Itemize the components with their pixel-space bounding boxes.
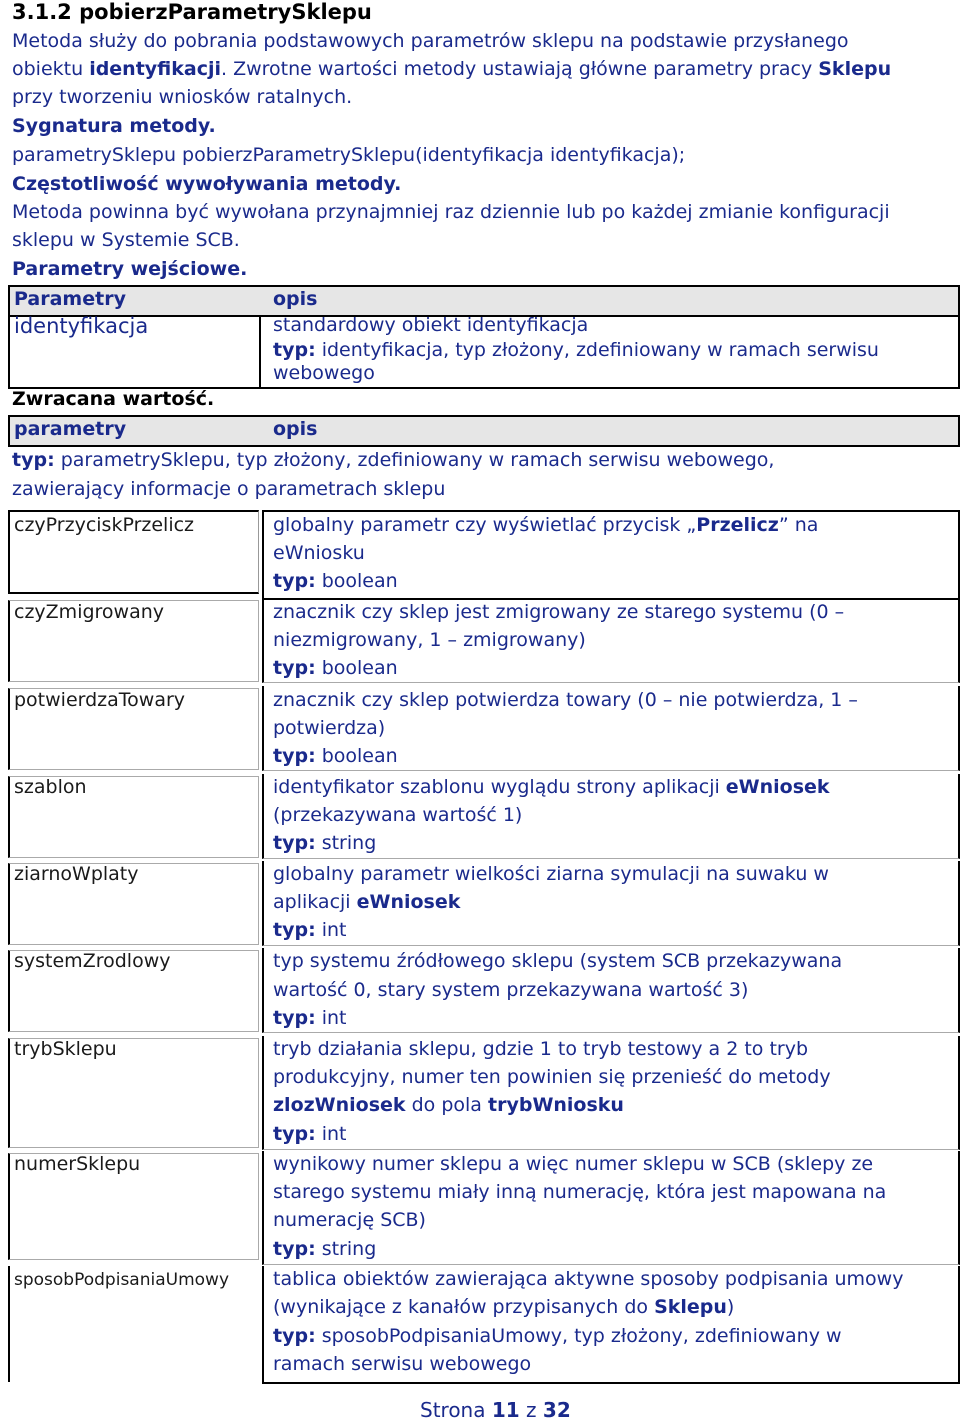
param-desc-line: numerację SCB) xyxy=(273,1209,426,1231)
param-desc-line: znacznik czy sklep jest zmigrowany ze starego systemu (0 – xyxy=(273,601,845,623)
page-number-current: 11 xyxy=(491,1398,520,1422)
param-name: ziarnoWplaty xyxy=(14,863,139,885)
param-desc-line: globalny parametr czy wyświetlać przycisk „Przelicz” na xyxy=(273,514,819,536)
intro-line-1: Metoda służy do pobrania podstawowych parametrów sklepu na podstawie przysłanego xyxy=(12,30,849,52)
param-desc-line: starego systemu miały inną numerację, która jest mapowana na xyxy=(273,1181,887,1203)
param-desc-line: typ systemu źródłowego sklepu (system SCB przekazywana xyxy=(273,950,843,972)
page-footer xyxy=(420,1398,571,1422)
footer-middle: z xyxy=(519,1398,543,1422)
section-number: 3.1.2 xyxy=(12,0,72,24)
param-desc-line: aplikacji eWniosek xyxy=(273,891,461,913)
param-type: typ: boolean xyxy=(273,570,398,592)
param-desc-line: potwierdza) xyxy=(273,717,386,739)
input-param-name: identyfikacja xyxy=(14,314,149,338)
param-type-cont: ramach serwisu webowego xyxy=(273,1353,532,1375)
param-desc-line: (przekazywana wartość 1) xyxy=(273,804,523,826)
param-desc-line: eWniosku xyxy=(273,542,365,564)
frequency-heading: Częstotliwość wywoływania metody. xyxy=(12,173,402,195)
param-type: typ: string xyxy=(273,832,377,854)
param-type: typ: string xyxy=(273,1238,377,1260)
returns-header-col1: parametry xyxy=(14,418,127,440)
param-name: numerSklepu xyxy=(14,1153,141,1175)
signature-code: parametrySklepu pobierzParametrySklepu(identyfikacja identyfikacja); xyxy=(12,144,686,166)
param-desc-line: zlozWniosek do pola trybWniosku xyxy=(273,1094,624,1116)
param-desc-line: tryb działania sklepu, gdzie 1 to tryb testowy a 2 to tryb xyxy=(273,1038,809,1060)
returns-header-col2-cell xyxy=(259,415,960,447)
input-header-col1: Parametry xyxy=(14,288,126,310)
param-name: potwierdzaTowary xyxy=(14,689,186,711)
param-name: trybSklepu xyxy=(14,1038,117,1060)
param-desc-line: globalny parametr wielkości ziarna symulacji na suwaku w xyxy=(273,863,829,885)
param-desc-line: wynikowy numer sklepu a więc numer sklepu w SCB (sklepy ze xyxy=(273,1153,874,1175)
param-desc-line: produkcyjny, numer ten powinien się przenieść do metody xyxy=(273,1066,831,1088)
param-type: typ: int xyxy=(273,1123,347,1145)
input-header-col2: opis xyxy=(273,288,318,310)
frequency-line-1: Metoda powinna być wywołana przynajmniej raz dziennie lub po każdej zmianie konfiguracji xyxy=(12,201,890,223)
param-name: sposobPodpisaniaUmowy xyxy=(14,1270,230,1290)
param-type: typ: boolean xyxy=(273,745,398,767)
intro-line-3: przy tworzeniu wniosków ratalnych. xyxy=(12,86,353,108)
param-name: systemZrodlowy xyxy=(14,950,171,972)
param-name: czyPrzyciskPrzelicz xyxy=(14,514,195,536)
footer-prefix: Strona xyxy=(420,1398,492,1422)
returns-type: typ: parametrySklepu, typ złożony, zdefiniowany w ramach serwisu webowego, xyxy=(12,449,775,471)
returns-heading: Zwracana wartość. xyxy=(12,388,215,410)
input-param-desc: standardowy obiekt identyfikacja xyxy=(273,314,589,336)
param-desc-line: znacznik czy sklep potwierdza towary (0 – nie potwierdza, 1 – xyxy=(273,689,858,711)
param-name: szablon xyxy=(14,776,87,798)
input-param-type: typ: identyfikacja, typ złożony, zdefiniowany w ramach serwisu xyxy=(273,339,879,361)
input-heading: Parametry wejściowe. xyxy=(12,258,248,280)
param-type: typ: sposobPodpisaniaUmowy, typ złożony, zdefiniowany w xyxy=(273,1325,842,1347)
intro-line-2: obiektu identyfikacji. Zwrotne wartości metody ustawiają główne parametry pracy Sklepu xyxy=(12,58,892,80)
section-title: pobierzParametrySklepu xyxy=(79,0,372,24)
signature-heading: Sygnatura metody. xyxy=(12,115,216,137)
param-desc-line: identyfikator szablonu wyglądu strony aplikacji eWniosek xyxy=(273,776,830,798)
param-type: typ: int xyxy=(273,919,347,941)
param-desc-line: (wynikające z kanałów przypisanych do Sklepu) xyxy=(273,1296,735,1318)
param-type: typ: boolean xyxy=(273,657,398,679)
param-name: czyZmigrowany xyxy=(14,601,165,623)
page-number-total: 32 xyxy=(542,1398,571,1422)
param-type: typ: int xyxy=(273,1007,347,1029)
returns-type-cont: zawierający informacje o parametrach sklepu xyxy=(12,478,446,500)
returns-header-col2: opis xyxy=(273,418,318,440)
input-param-type-cont: webowego xyxy=(273,362,375,384)
frequency-line-2: sklepu w Systemie SCB. xyxy=(12,229,240,251)
section-heading xyxy=(12,0,372,24)
input-header-col2-cell xyxy=(259,285,960,317)
param-desc-line: niezmigrowany, 1 – zmigrowany) xyxy=(273,629,586,651)
param-desc-line: tablica obiektów zawierająca aktywne sposoby podpisania umowy xyxy=(273,1268,904,1290)
param-desc-line: wartość 0, stary system przekazywana wartość 3) xyxy=(273,979,749,1001)
